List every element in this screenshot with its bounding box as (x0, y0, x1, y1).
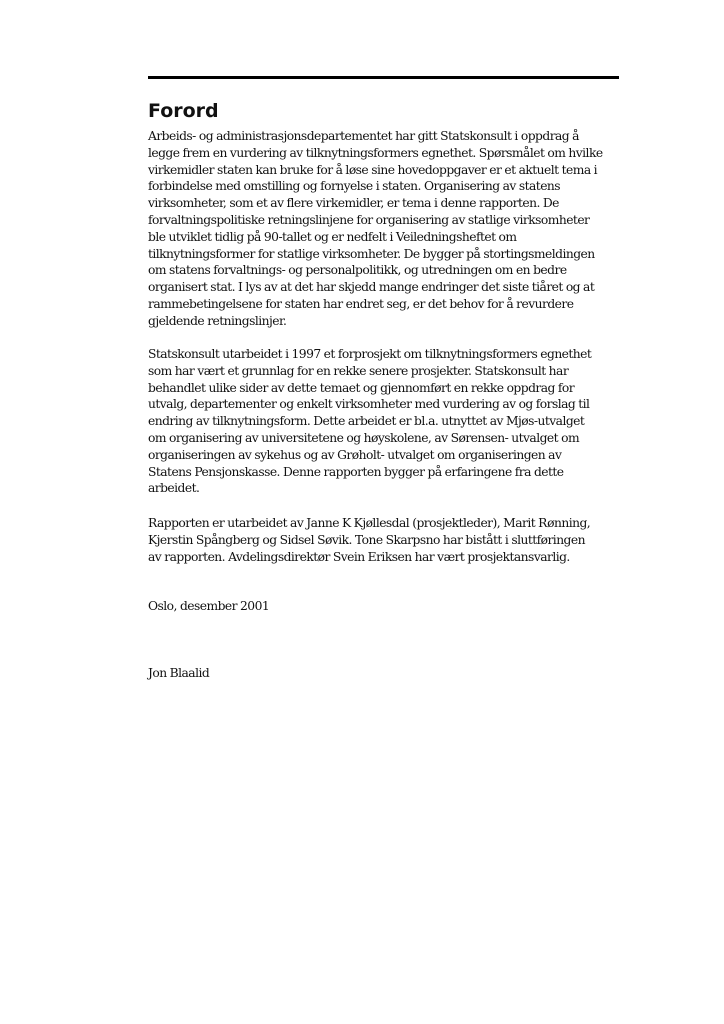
paragraph-3 (148, 515, 620, 565)
paragraph-1 (148, 128, 620, 330)
paragraph-line: rammebetingelsene for staten har endret seg, er det behov for å revurdere (148, 296, 574, 311)
paragraph-line: legge frem en vurdering av tilknytningsformers egnethet. Spørsmålet om hvilke (148, 145, 603, 160)
paragraph-line: gjeldende retningslinjer. (148, 313, 287, 328)
paragraph-line: arbeidet. (148, 481, 200, 496)
paragraph-line: Rapporten er utarbeidet av Janne K Kjøllesdal (prosjektleder), Marit Rønning, (148, 516, 591, 530)
paragraph-line: Kjerstin Spångberg og Sidsel Søvik. Tone Skarpsno har bistått i sluttføringen (148, 532, 585, 547)
page-title: Forord (148, 100, 219, 122)
paragraph-line: Arbeids- og administrasjonsdepartementet har gitt Statskonsult i oppdrag å (148, 129, 579, 143)
paragraph-line: utvalg, departementer og enkelt virksomheter med vurdering av og forslag til (148, 397, 590, 412)
paragraph-line: om statens forvaltnings- og personalpolitikk, og utredningen om en bedre (148, 263, 567, 278)
paragraph-line: tilknytningsformer for statlige virksomheter. De bygger på stortingsmeldingen (148, 246, 595, 261)
signature (148, 665, 620, 682)
paragraph-line: om organisering av universitetene og høyskolene, av Sørensen- utvalget om (148, 430, 580, 445)
paragraph-line: organisert stat. I lys av at det har skjedd mange endringer det siste tiåret og at (148, 280, 595, 295)
paragraph-line: behandlet ulike sider av dette temaet og gjennomført en rekke oppdrag for (148, 380, 575, 395)
signature-name: Jon Blaalid (148, 666, 210, 680)
place-date (148, 598, 620, 615)
paragraph-line: forvaltningspolitiske retningslinjene for organisering av statlige virksomheter (148, 212, 590, 227)
place-date-text: Oslo, desember 2001 (148, 599, 270, 613)
paragraph-line: endring av tilknytningsform. Dette arbeidet er bl.a. utnyttet av Mjøs-utvalget (148, 414, 585, 429)
paragraph-2 (148, 346, 620, 497)
paragraph-line: forbindelse med omstilling og fornyelse i staten. Organisering av statens (148, 179, 561, 194)
header-rule (148, 76, 619, 79)
paragraph-line: organiseringen av sykehus og av Grøholt- utvalget om organiseringen av (148, 447, 562, 462)
paragraph-line: Statskonsult utarbeidet i 1997 et forprosjekt om tilknytningsformers egnethet (148, 347, 592, 361)
paragraph-line: virksomheter, som et av flere virkemidler, er tema i denne rapporten. De (148, 196, 559, 211)
paragraph-line: ble utviklet tidlig på 90-tallet og er nedfelt i Veiledningsheftet om (148, 229, 517, 244)
paragraph-line: virkemidler staten kan bruke for å løse sine hovedoppgaver er et aktuelt tema i (148, 162, 598, 177)
paragraph-line: som har vært et grunnlag for en rekke senere prosjekter. Statskonsult har (148, 363, 569, 378)
paragraph-line: Statens Pensjonskasse. Denne rapporten bygger på erfaringene fra dette (148, 464, 564, 479)
paragraph-line: av rapporten. Avdelingsdirektør Svein Eriksen har vært prosjektansvarlig. (148, 549, 570, 564)
